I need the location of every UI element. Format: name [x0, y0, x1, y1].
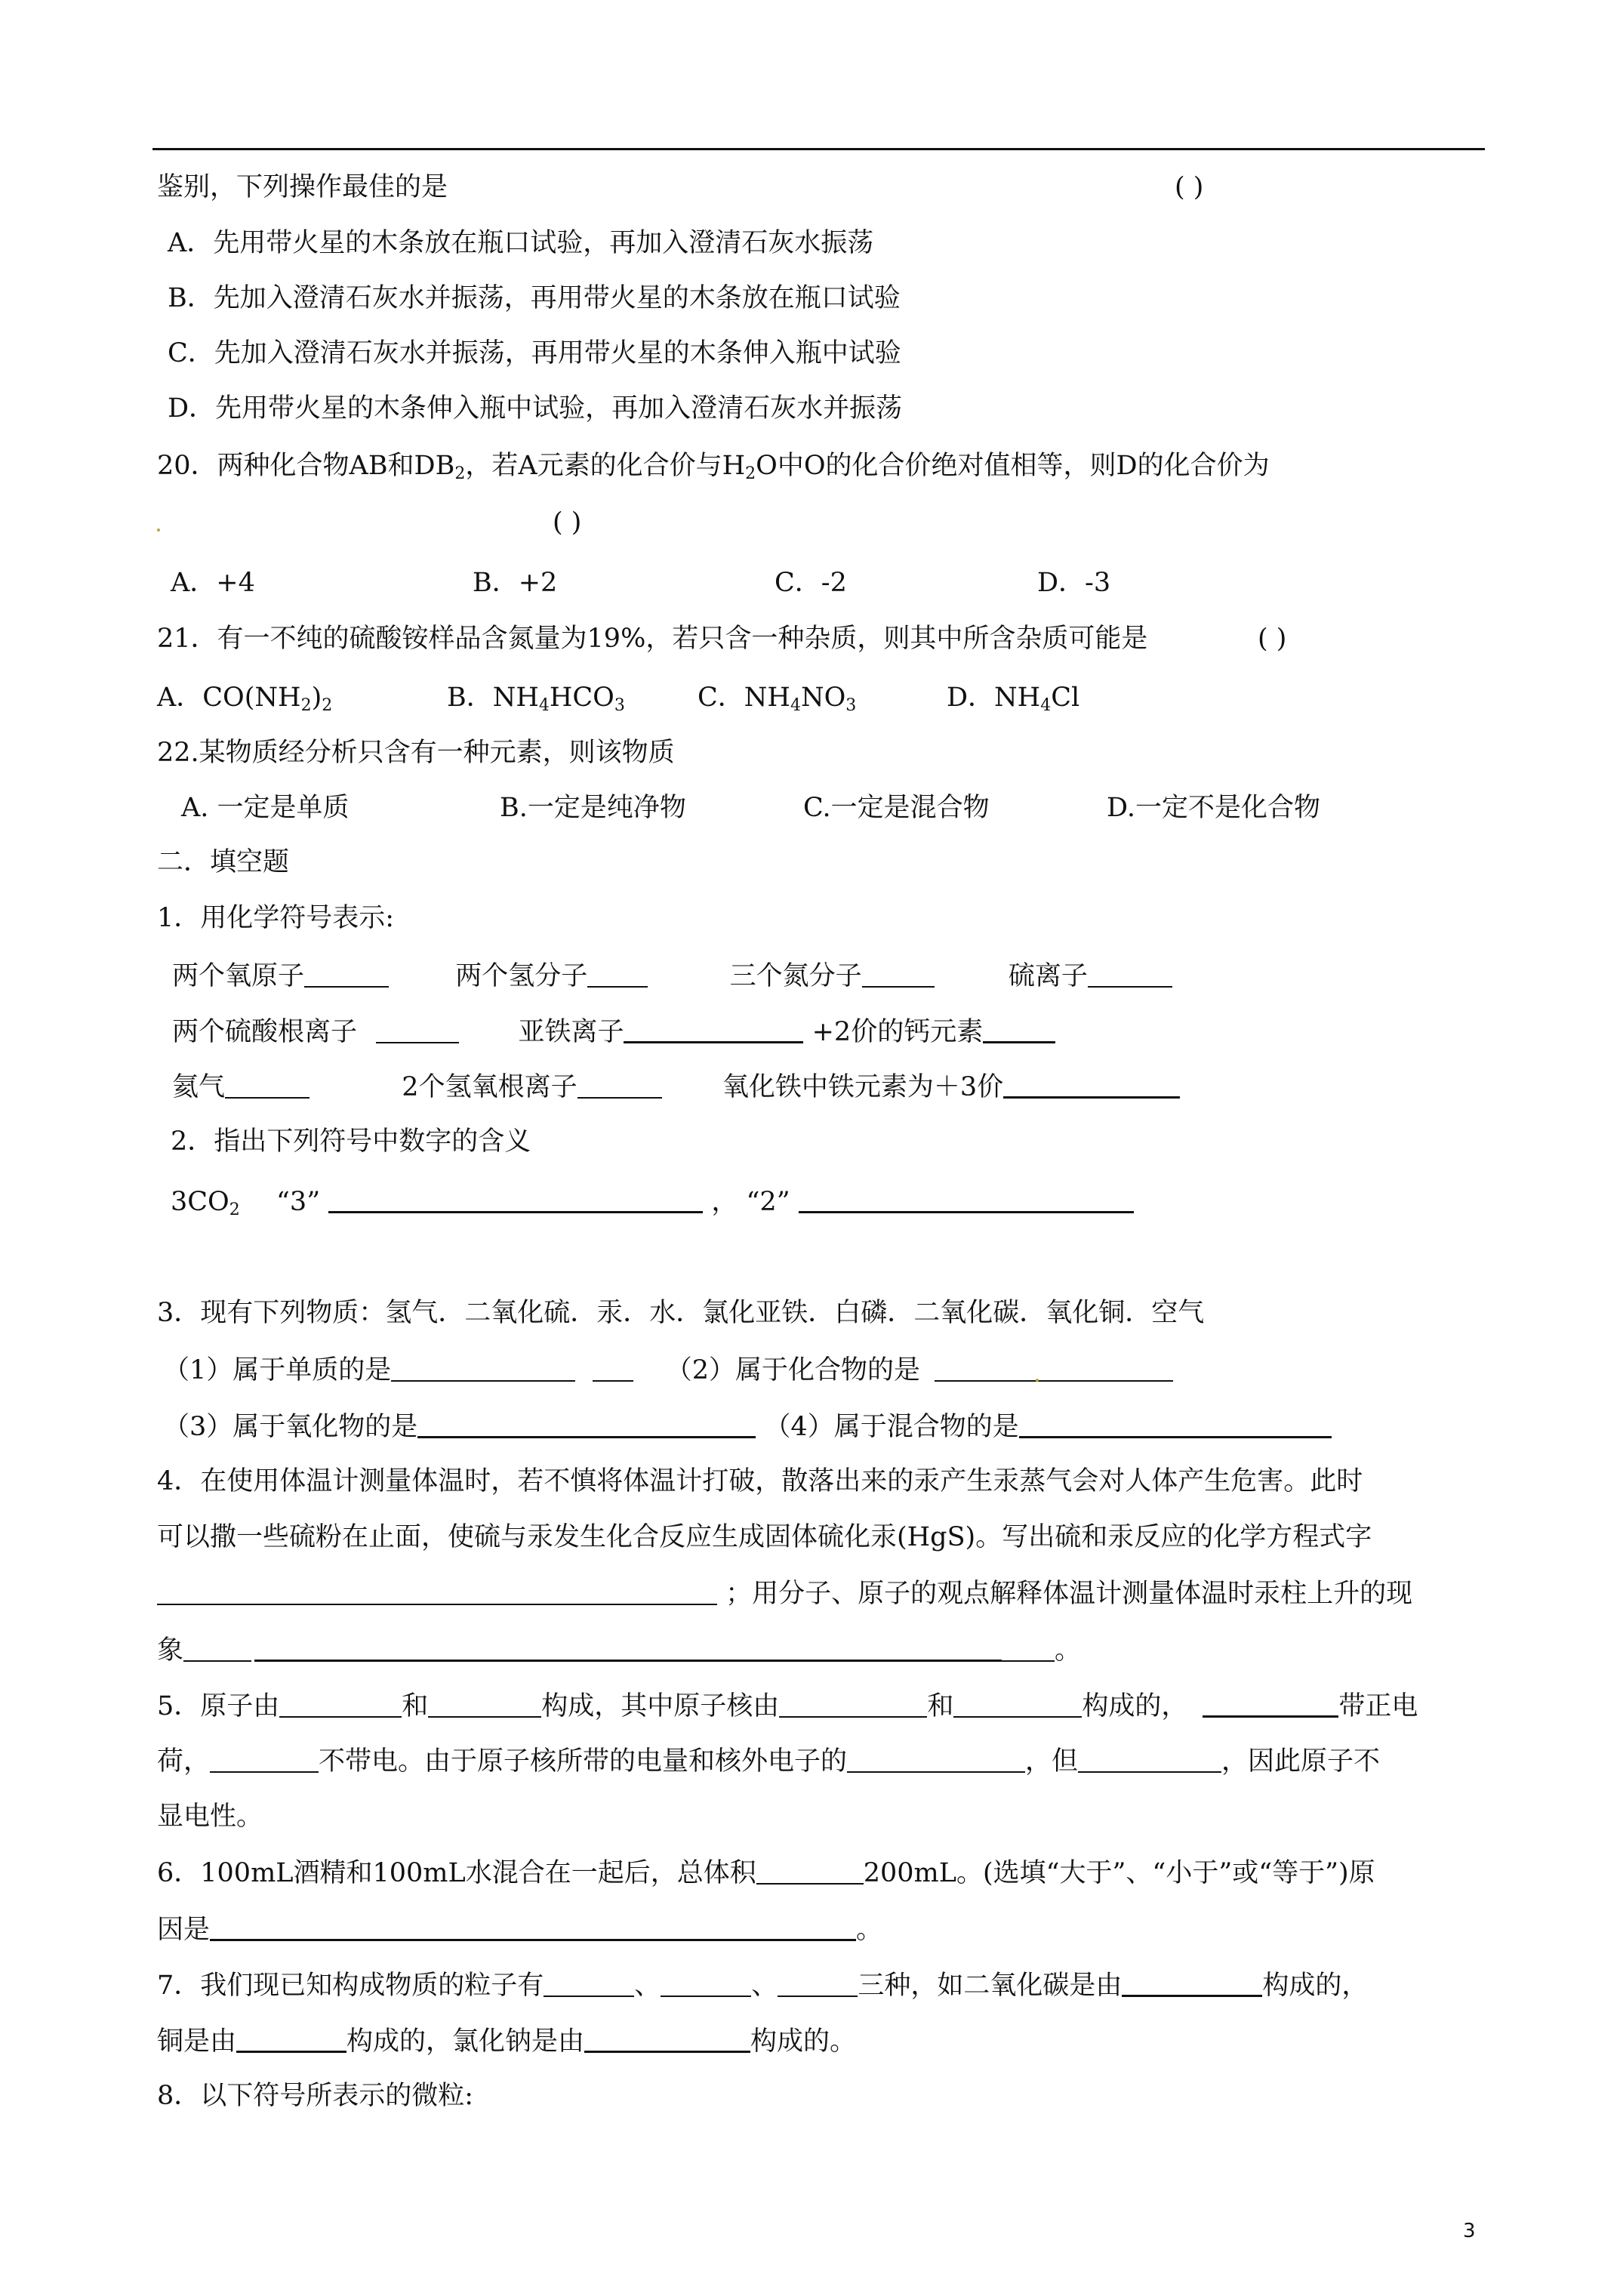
answer-blank[interactable]: [584, 2025, 750, 2053]
answer-blank[interactable]: [587, 960, 648, 988]
answer-blank[interactable]: [1002, 1635, 1055, 1662]
q22-option-d: D.一定不是化合物: [1107, 793, 1320, 823]
answer-blank[interactable]: [624, 1015, 803, 1043]
f4-line-1: 4．在使用体温计测量体温时，若不慎将体温计打破，散落出来的汞产生汞蒸气会对人体产生危害。此时: [157, 1466, 1363, 1496]
q20-option-b: B．+2: [473, 568, 558, 598]
answer-blank[interactable]: [847, 1746, 1025, 1773]
answer-blank[interactable]: [1122, 1969, 1262, 1997]
header-rule: [152, 148, 1485, 150]
answer-blank[interactable]: [210, 1913, 856, 1941]
q19-option-d: D．先用带火星的木条伸入瓶中试验，再加入澄清石灰水并振荡: [168, 393, 903, 424]
f1-row-3: 氦气 2个氢氧根离子 氧化铁中铁元素为＋3价: [172, 1071, 1180, 1102]
q19-stem: 鉴别，下列操作最佳的是: [157, 172, 448, 202]
answer-blank[interactable]: [577, 1071, 662, 1099]
f1-title: 1．用化学符号表示:: [157, 903, 395, 933]
answer-blank[interactable]: [428, 1690, 541, 1718]
f4-line-4: 象 。: [157, 1635, 1082, 1666]
answer-blank[interactable]: [935, 1354, 1173, 1382]
f8-title: 8．以下符号所表示的微粒:: [157, 2081, 474, 2111]
f1-row-2: 两个硫酸根离子 亚铁离子 +2价的钙元素: [172, 1015, 1055, 1047]
answer-blank[interactable]: [544, 1970, 634, 1997]
q20-stem: 20．两种化合物AB和$DB_2$，若A元素的化合价与$H_2O$中O的化合价绝对值相等，则D的化合价为: [157, 451, 1270, 483]
answer-blank[interactable]: [1078, 1746, 1221, 1773]
answer-blank[interactable]: [778, 1970, 858, 1997]
q22-option-a: A. 一定是单质: [181, 793, 350, 823]
q19-answer-paren: ( ): [1175, 172, 1204, 202]
answer-blank[interactable]: [328, 1185, 703, 1213]
q21-stem: 21．有一不纯的硫酸铵样品含氮量为19%，若只含一种杂质，则其中所含杂质可能是: [157, 624, 1148, 654]
page-number: 3: [1463, 2220, 1476, 2242]
answer-blank[interactable]: [279, 1690, 402, 1718]
answer-blank[interactable]: [183, 1635, 251, 1662]
q20-answer-paren: ( ): [553, 507, 582, 538]
f4-line-2: 可以撒一些硫粉在止面，使硫与汞发生化合反应生成固体硫化汞(HgS)。写出硫和汞反应的化学方程式字: [157, 1522, 1372, 1552]
f5-line-2: 荷， 不带电。由于原子核所带的电量和核外电子的 ，但 ，因此原子不: [157, 1746, 1381, 1777]
answer-blank[interactable]: [225, 1071, 310, 1099]
f3-row-2: （3）属于氧化物的是 （4）属于混合物的是: [163, 1410, 1332, 1442]
answer-blank[interactable]: [779, 1690, 927, 1718]
answer-blank[interactable]: [593, 1354, 633, 1382]
f2-row: $3CO_2$ “3” ， “2”: [171, 1185, 1134, 1217]
stray-mark: [157, 529, 160, 532]
f5-line-3: 显电性。: [157, 1801, 263, 1832]
answer-blank[interactable]: [376, 1016, 459, 1043]
answer-blank[interactable]: [1088, 960, 1172, 988]
f5-line-1: 5．原子由 和 构成，其中原子核由 和 构成的， 带正电: [157, 1691, 1418, 1721]
answer-blank[interactable]: [953, 1690, 1082, 1718]
answer-blank[interactable]: [862, 960, 935, 988]
f2-title: 2．指出下列符号中数字的含义: [171, 1126, 531, 1157]
answer-blank[interactable]: [983, 1015, 1055, 1043]
f3-row-1: （1）属于单质的是 （2）属于化合物的是: [163, 1354, 1173, 1385]
f6-line-2: 因是 。: [157, 1915, 883, 1945]
q21-option-a: A．$CO(NH_2)_2$: [157, 683, 333, 715]
q21-option-d: D．$NH_4Cl$: [947, 683, 1080, 715]
q21-answer-paren: ( ): [1258, 624, 1287, 654]
f7-line-2: 铜是由 构成的，氯化钠是由 构成的。: [157, 2026, 857, 2057]
q20-option-c: C．-2: [775, 568, 847, 598]
answer-blank[interactable]: [417, 1410, 756, 1438]
f1-row-1: 两个氧原子 两个氢分子 三个氮分子 硫离子: [172, 960, 1172, 991]
answer-blank[interactable]: [1019, 1410, 1332, 1438]
answer-blank[interactable]: [1203, 1690, 1338, 1718]
answer-blank[interactable]: [304, 960, 389, 988]
answer-blank[interactable]: [157, 1578, 717, 1605]
q19-option-b: B．先加入澄清石灰水并振荡，再用带火星的木条放在瓶口试验: [168, 283, 901, 313]
q19-option-a: A．先用带火星的木条放在瓶口试验，再加入澄清石灰水振荡: [168, 228, 874, 258]
answer-blank[interactable]: [210, 1746, 319, 1773]
f3-title: 3．现有下列物质：氢气．二氧化硫．汞．水．氯化亚铁．白磷．二氧化碳．氧化铜．空气: [157, 1298, 1205, 1328]
stray-mark: [1036, 1379, 1039, 1382]
answer-blank[interactable]: [799, 1185, 1134, 1213]
answer-blank[interactable]: [661, 1970, 751, 1997]
answer-blank[interactable]: [391, 1354, 575, 1382]
q21-option-c: C．$NH_4NO_3$: [698, 683, 857, 715]
q19-option-c: C．先加入澄清石灰水并振荡，再用带火星的木条伸入瓶中试验: [168, 338, 901, 368]
f4-line-3: ；用分子、原子的观点解释体温计测量体温时汞柱上升的现: [157, 1578, 1412, 1609]
q20-option-a: A．+4: [171, 568, 255, 598]
f7-line-1: 7．我们现已知构成物质的粒子有 、 、 三种，如二氧化碳是由 构成的，: [157, 1971, 1369, 2001]
q22-option-b: B.一定是纯净物: [500, 793, 686, 823]
q22-option-c: C.一定是混合物: [803, 793, 990, 823]
q22-stem: 22.某物质经分析只含有一种元素，则该物质: [157, 738, 675, 768]
q21-option-b: B．$NH_4HCO_3$: [447, 683, 625, 715]
section-heading: 二．填空题: [157, 847, 290, 877]
answer-blank[interactable]: [254, 1634, 1002, 1662]
answer-blank[interactable]: [1003, 1071, 1180, 1099]
q20-option-d: D．-3: [1037, 568, 1111, 598]
answer-blank[interactable]: [236, 2025, 346, 2053]
answer-blank[interactable]: [756, 1857, 864, 1885]
f6-line-1: 6．100mL酒精和100mL水混合在一起后，总体积 200mL。(选填“大于”、“小于”或“等于”)原: [157, 1858, 1375, 1888]
